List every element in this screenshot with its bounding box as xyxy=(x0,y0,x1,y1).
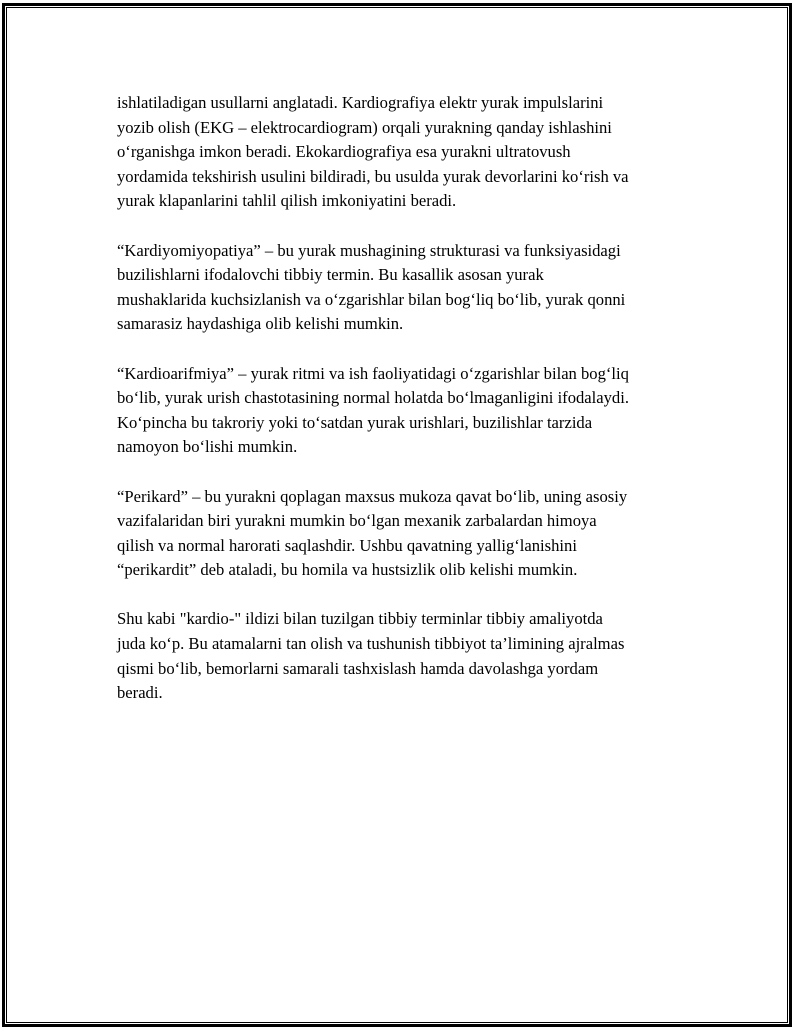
text-line: yozib olish (EKG – elektrocardiogram) orqali yurakning qanday ishlashini xyxy=(117,117,612,137)
text-line: namoyon bo‘lishi mumkin. xyxy=(117,437,298,457)
text-line: “Kardiyomiyopatiya” – bu yurak mushagining strukturasi va funksiyasidagi xyxy=(117,240,621,260)
text-line: qismi bo‘lib, bemorlarni samarali tashxislash hamda davolashga yordam xyxy=(117,658,599,678)
paragraph-cardiography-methods xyxy=(117,91,697,214)
paragraph-cardiomyopathy xyxy=(117,239,697,337)
text-line: juda ko‘p. Bu atamalarni tan olish va tushunish tibbiyot ta’limining ajralmas xyxy=(117,634,625,654)
text-line: “Perikard” – bu yurakni qoplagan maxsus mukoza qavat bo‘lib, uning asosiy xyxy=(117,486,628,506)
text-line: o‘rganishga imkon beradi. Ekokardiografiya esa yurakni ultratovush xyxy=(117,142,571,162)
text-line: samarasiz haydashiga olib kelishi mumkin. xyxy=(117,314,404,334)
paragraph-cardioarrhythmia xyxy=(117,362,697,460)
paragraph-conclusion xyxy=(117,607,697,705)
text-line: yurak klapanlarini tahlil qilish imkoniyatini beradi. xyxy=(117,191,457,211)
text-line: Ko‘pincha bu takroriy yoki to‘satdan yurak urishlari, buzilishlar tarzida xyxy=(117,412,593,432)
text-line: beradi. xyxy=(117,683,163,703)
text-line: ishlatiladigan usullarni anglatadi. Kardiografiya elektr yurak impulslarini xyxy=(117,93,604,112)
document-body xyxy=(117,91,697,730)
text-line: yordamida tekshirish usulini bildiradi, bu usulda yurak devorlarini ko‘rish va xyxy=(117,166,629,186)
text-line: Shu kabi "kardio-" ildizi bilan tuzilgan tibbiy terminlar tibbiy amaliyotda xyxy=(117,609,603,629)
text-line: “perikardit” deb ataladi, bu homila va hustsizlik olib kelishi mumkin. xyxy=(117,560,578,580)
text-line: qilish va normal harorati saqlashdir. Ushbu qavatning yallig‘lanishini xyxy=(117,535,577,555)
text-line: buzilishlarni ifodalovchi tibbiy termin. Bu kasallik asosan yurak xyxy=(117,265,544,285)
text-line: vazifalaridan biri yurakni mumkin bo‘lgan mexanik zarbalardan himoya xyxy=(117,511,597,531)
text-line: bo‘lib, yurak urish chastotasining normal holatda bo‘lmaganligini ifodalaydi. xyxy=(117,388,629,408)
text-line: “Kardioarifmiya” – yurak ritmi va ish faoliyatidagi o‘zgarishlar bilan bog‘liq xyxy=(117,363,629,383)
paragraph-pericardium xyxy=(117,485,697,583)
text-line: mushaklarida kuchsizlanish va o‘zgarishlar bilan bog‘liq bo‘lib, yurak qonni xyxy=(117,289,626,309)
